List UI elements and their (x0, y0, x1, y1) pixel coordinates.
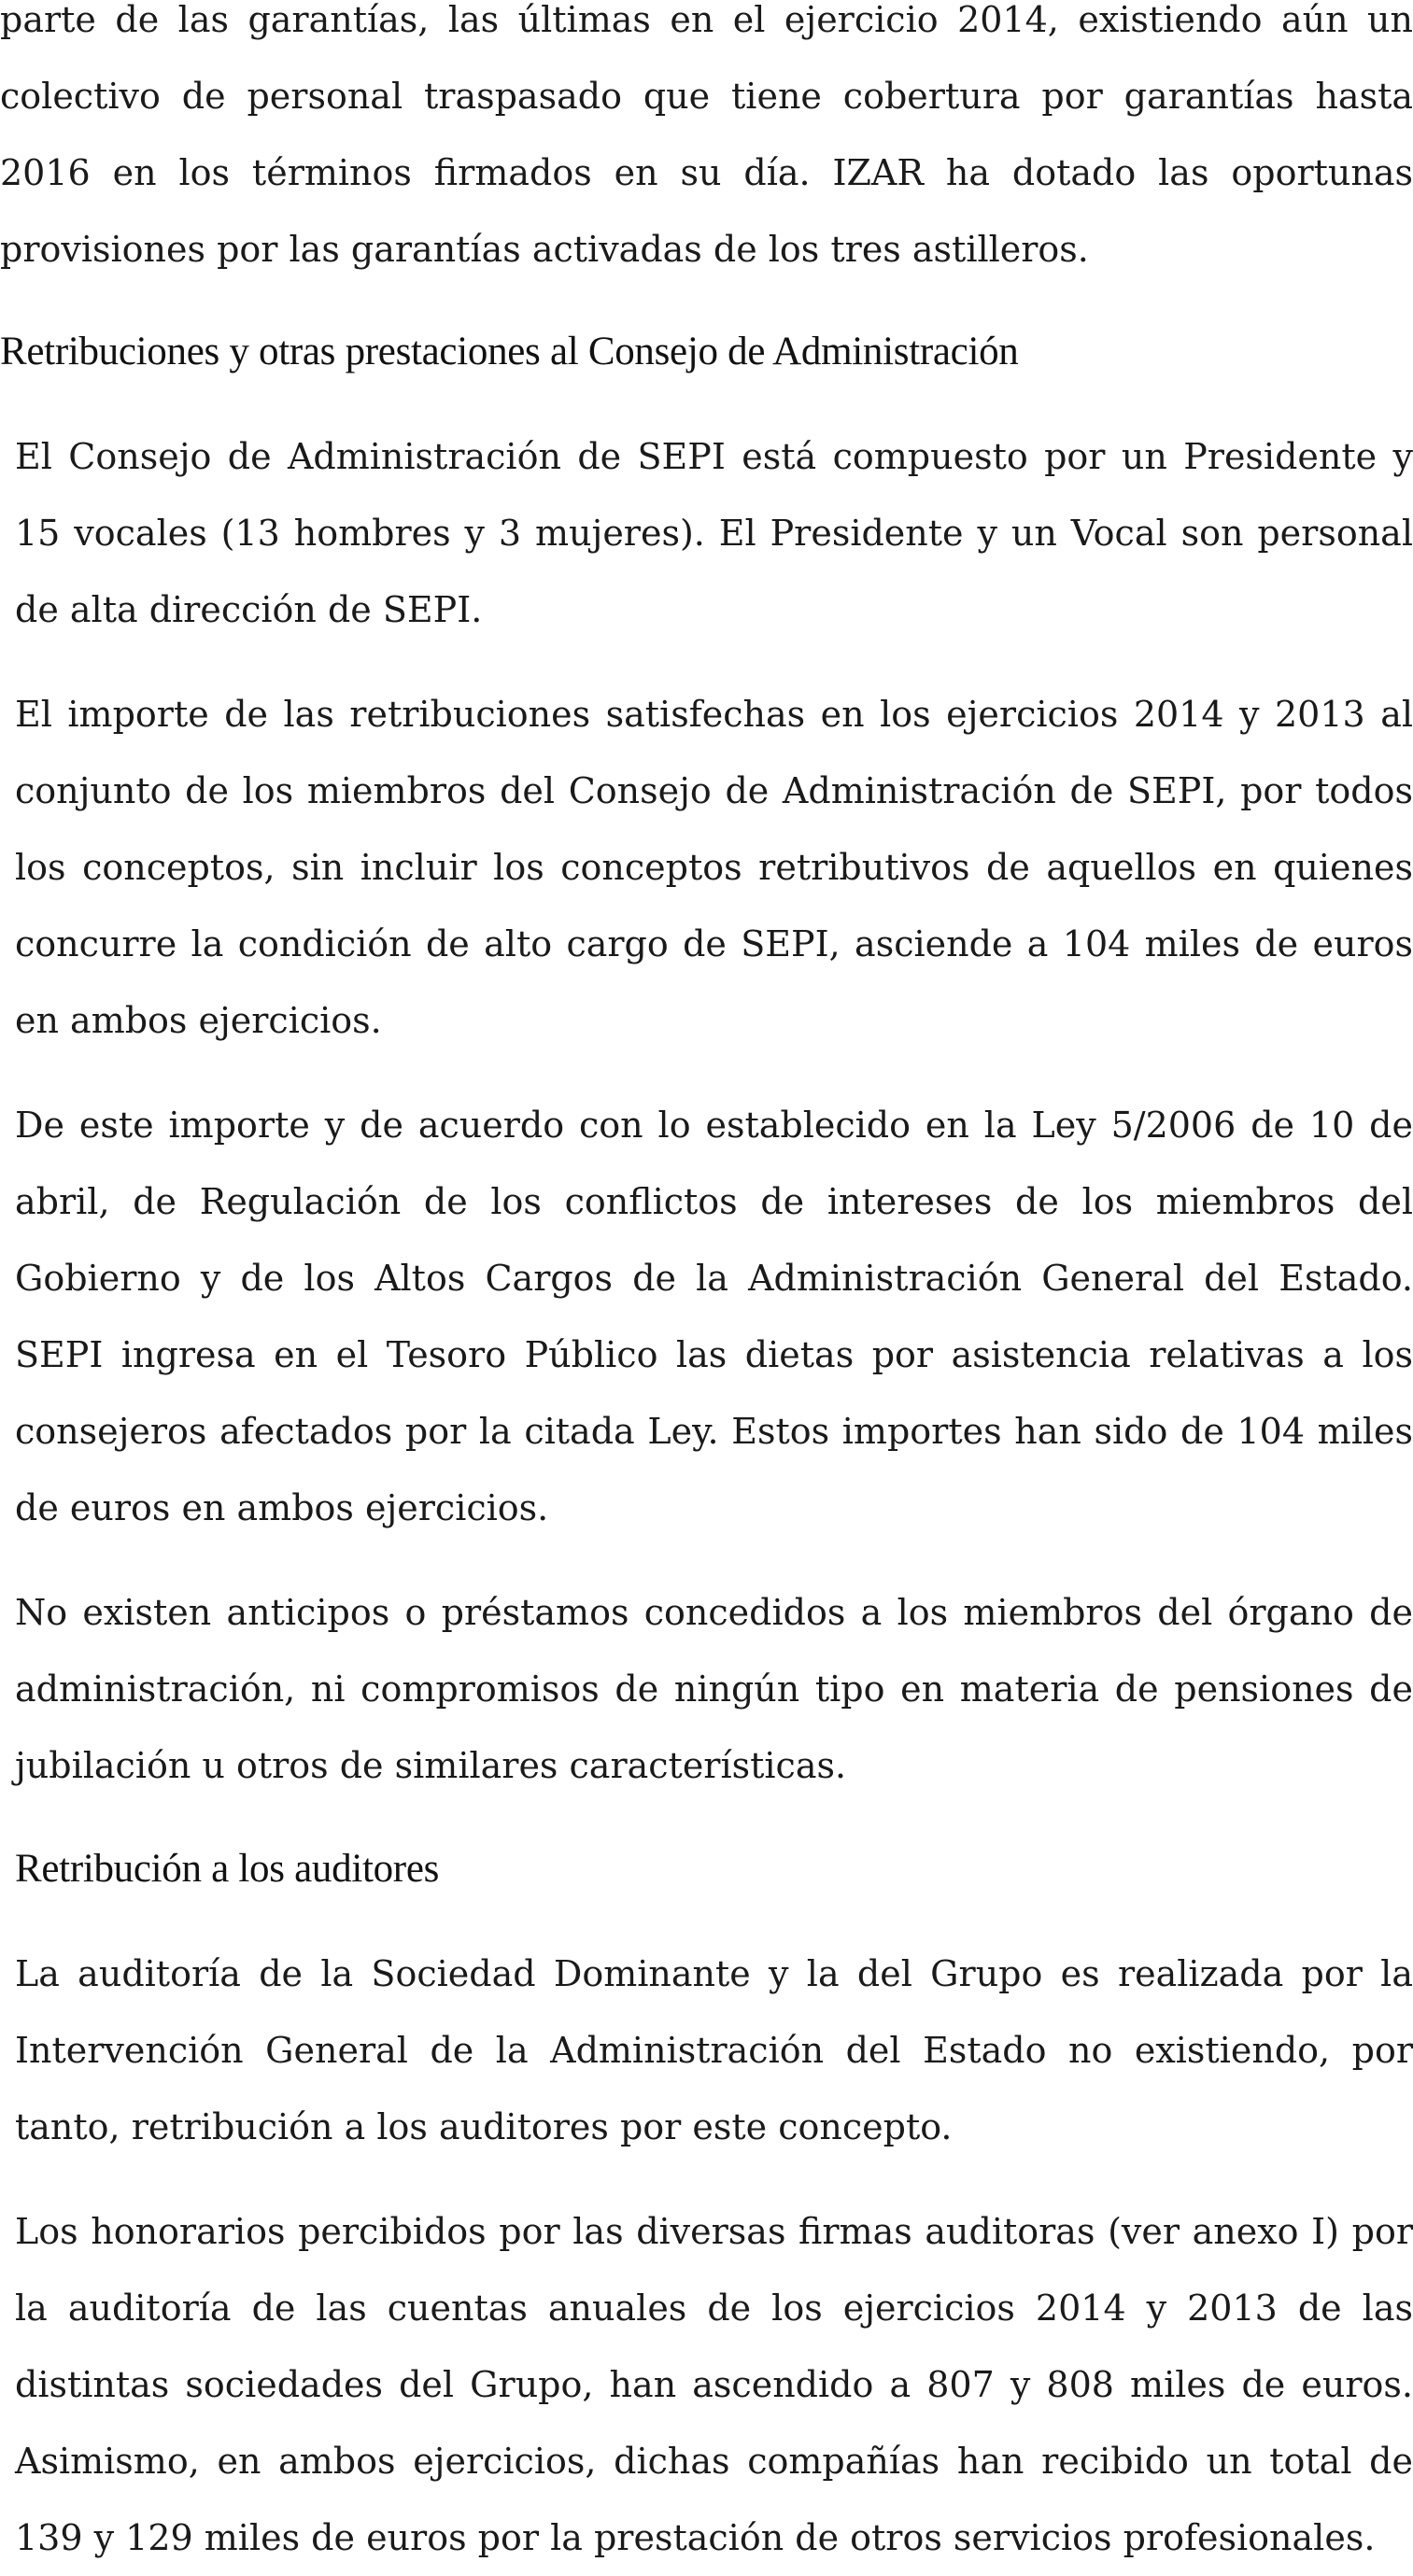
board-paragraph-advances: No existen anticipos o préstamos concedidos a los miembros del órgano de administración, ni compromisos de ningún tipo en materia de pensiones de jubilación u otros de similares características. (15, 1592, 1413, 1786)
section-heading-auditors: Retribución a los auditores (15, 1847, 440, 1891)
section-heading-board: Retribuciones y otras prestaciones al Consejo de Administración (0, 330, 1019, 373)
auditors-paragraph-igae: La auditoría de la Sociedad Dominante y la del Grupo es realizada por la Intervención General de la Administración del Estado no existiendo, por tanto, retribución a los auditores por este concepto. (15, 1953, 1413, 2147)
board-paragraph-law: De este importe y de acuerdo con lo establecido en la Ley 5/2006 de 10 de abril, de Regulación de los conflictos de intereses de los miembros del Gobierno y de los Altos Cargos de la Administración General del Estado. SEPI ingresa en el Tesoro Público las dietas por asistencia relativas a los consejeros afectados por la citada Ley. Estos importes han sido de 104 miles de euros en ambos ejercicios. (15, 1105, 1413, 1528)
board-paragraph-remuneration: El importe de las retribuciones satisfechas en los ejercicios 2014 y 2013 al conjunto de los miembros del Consejo de Administración de SEPI, por todos los conceptos, sin incluir los conceptos retributivos de aquellos en quienes concurre la condición de alto cargo de SEPI, asciende a 104 miles de euros en ambos ejercicios. (15, 694, 1413, 1041)
continued-paragraph: parte de las garantías, las últimas en el ejercicio 2014, existiendo aún un colectivo de personal traspasado que tiene cobertura por garantías hasta 2016 en los términos firmados en su día. IZAR ha dotado las oportunas provisiones por las garantías activadas de los tres astilleros. (0, 0, 1413, 270)
board-paragraph-composition: El Consejo de Administración de SEPI está compuesto por un Presidente y 15 vocales (13 hombres y 3 mujeres). El Presidente y un Vocal son personal de alta dirección de SEPI. (15, 436, 1413, 630)
auditors-paragraph-fees: Los honorarios percibidos por las diversas firmas auditoras (ver anexo I) por la auditoría de las cuentas anuales de los ejercicios 2014 y 2013 de las distintas sociedades del Grupo, han ascendido a 807 y 808 miles de euros. Asimismo, en ambos ejercicios, dichas compañías han recibido un total de 139 y 129 miles de euros por la prestación de otros servicios profesionales. (15, 2211, 1413, 2558)
